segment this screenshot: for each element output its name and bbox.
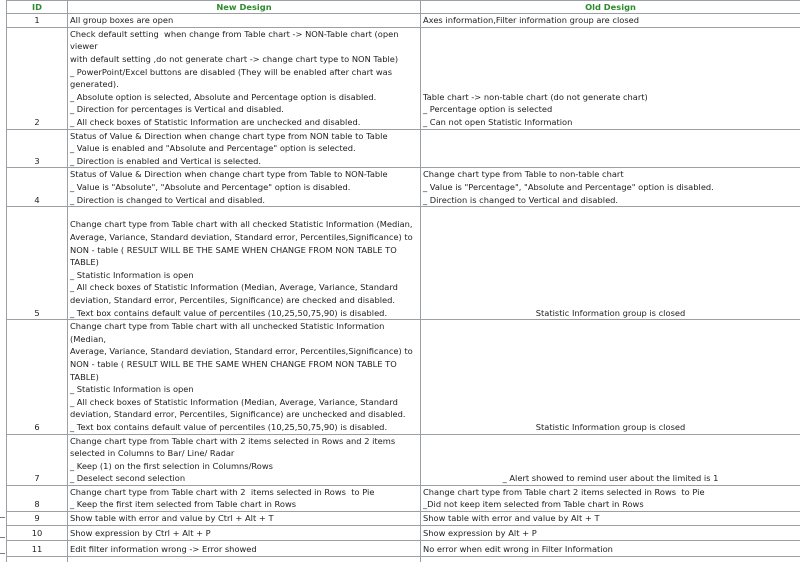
table-row xyxy=(7,129,800,168)
cell-id[interactable]: 4 xyxy=(7,168,68,207)
cell-new-design[interactable]: Change chart type from Table chart with all checked Statistic Information (Median, Average, Variance, Standard deviation, Standard error, Percentiles,Significance) to NON - table ( RESULT WILL BE THE SAME WHEN CHANGE FROM NON TABLE TO TABLE) _ Statistic Information is open _ All check boxes of Statistic Information (Median, Average, Variance, Standard deviation, Standard error, Percentiles, Significance) are checked and disabled. _ Text box contains default value of percentiles (10,25,50,75,90) is disabled. xyxy=(68,207,421,320)
cell-old-design[interactable]: Change chart type from Table to non-table chart _ Value is "Percentage", "Absolute and Percentage" option is disabled. _ Direction is changed to Vertical and disabled. xyxy=(421,168,800,207)
header-new-design[interactable]: New Design xyxy=(68,1,421,14)
cell-new-design[interactable]: Status of Value & Direction when change chart type from Table to NON-Table _ Value is "Absolute", "Absolute and Percentage" option is disabled. _ Direction is changed to Vertical and disabled. xyxy=(68,168,421,207)
cell-id[interactable]: 8 xyxy=(7,485,68,511)
cell-id[interactable]: 2 xyxy=(7,27,68,129)
empty-cell[interactable] xyxy=(68,557,421,562)
comparison-table xyxy=(6,0,800,562)
cell-old-design[interactable]: _ Alert showed to remind user about the limited is 1 xyxy=(421,434,800,485)
cell-old-design[interactable]: Statistic Information group is closed xyxy=(421,320,800,434)
cell-id[interactable]: 10 xyxy=(7,526,68,541)
cell-new-design[interactable]: Change chart type from Table chart with 2 items selected in Rows and 2 items selected in Columns to Bar/ Line/ Radar _ Keep (1) on the first selection in Columns/Rows _ Deselect second selection xyxy=(68,434,421,485)
cell-new-design[interactable]: Show table with error and value by Ctrl + Alt + T xyxy=(68,512,421,526)
header-old-design[interactable]: Old Design xyxy=(421,1,800,14)
cell-old-design[interactable]: Show table with error and value by Alt + T xyxy=(421,512,800,526)
cell-new-design[interactable]: Change chart type from Table chart with 2 items selected in Rows to Pie _ Keep the first item selected from Table chart in Rows xyxy=(68,485,421,511)
cell-id[interactable]: 1 xyxy=(7,14,68,28)
cell-new-design[interactable]: Status of Value & Direction when change chart type from NON table to Table _ Value is enabled and "Absolute and Percentage" option is selected. _ Direction is enabled and Vertical is selected. xyxy=(68,129,421,168)
cell-old-design[interactable]: Change chart type from Table chart 2 items selected in Rows to Pie _Did not keep item selected from Table chart in Rows xyxy=(421,485,800,511)
cell-id[interactable]: 11 xyxy=(7,541,68,557)
cell-new-design[interactable]: Check default setting when change from Table chart -> NON-Table chart (open viewer with default setting ,do not generate chart -> change chart type to NON Table) _ PowerPoint/Excel buttons are disabled (They will be enabled after chart was generated). _ Absolute option is selected, Absolute and Percentage option is disabled. _ Direction for percentages is Vertical and disabled. _ All check boxes of Statistic Information are unchecked and disabled. xyxy=(68,27,421,129)
cell-old-design[interactable] xyxy=(421,129,800,168)
cell-id[interactable]: 3 xyxy=(7,129,68,168)
table-row xyxy=(7,512,800,526)
table-row xyxy=(7,526,800,541)
cell-id[interactable]: 7 xyxy=(7,434,68,485)
header-id[interactable]: ID xyxy=(7,1,68,14)
cell-old-design[interactable]: Statistic Information group is closed xyxy=(421,207,800,320)
table-row xyxy=(7,485,800,511)
gutter-tick xyxy=(0,553,5,554)
empty-cell[interactable] xyxy=(421,557,800,562)
table-row xyxy=(7,27,800,129)
cell-id[interactable]: 6 xyxy=(7,320,68,434)
table-row xyxy=(7,541,800,557)
cell-id[interactable]: 5 xyxy=(7,207,68,320)
gutter-tick xyxy=(0,517,5,518)
table-row xyxy=(7,434,800,485)
empty-cell[interactable] xyxy=(7,557,68,562)
gutter-tick xyxy=(0,537,5,538)
cell-old-design[interactable]: No error when edit wrong in Filter Information xyxy=(421,541,800,557)
cell-old-design[interactable]: Show expression by Alt + P xyxy=(421,526,800,541)
table-row xyxy=(7,320,800,434)
cell-new-design[interactable]: Change chart type from Table chart with all unchecked Statistic Information (Median, Average, Variance, Standard deviation, Standard error, Percentiles,Significance) to NON - table ( RESULT WILL BE THE SAME WHEN CHANGE FROM NON TABLE TO TABLE) _ Statistic Information is open _ All check boxes of Statistic Information (Median, Average, Variance, Standard deviation, Standard error, Percentiles, Significance) are unchecked and disabled. _ Text box contains default value of percentiles (10,25,50,75,90) is disabled. xyxy=(68,320,421,434)
cell-old-design[interactable]: Axes information,Filter information group are closed xyxy=(421,14,800,28)
table-row xyxy=(7,14,800,28)
table-row xyxy=(7,207,800,320)
cell-new-design[interactable]: Show expression by Ctrl + Alt + P xyxy=(68,526,421,541)
table-row xyxy=(7,168,800,207)
empty-row xyxy=(7,557,800,562)
header-row xyxy=(7,1,800,14)
cell-new-design[interactable]: Edit filter information wrong -> Error showed xyxy=(68,541,421,557)
cell-id[interactable]: 9 xyxy=(7,512,68,526)
cell-old-design[interactable]: Table chart -> non-table chart (do not generate chart) _ Percentage option is selected _ Can not open Statistic Information xyxy=(421,27,800,129)
cell-new-design[interactable]: All group boxes are open xyxy=(68,14,421,28)
